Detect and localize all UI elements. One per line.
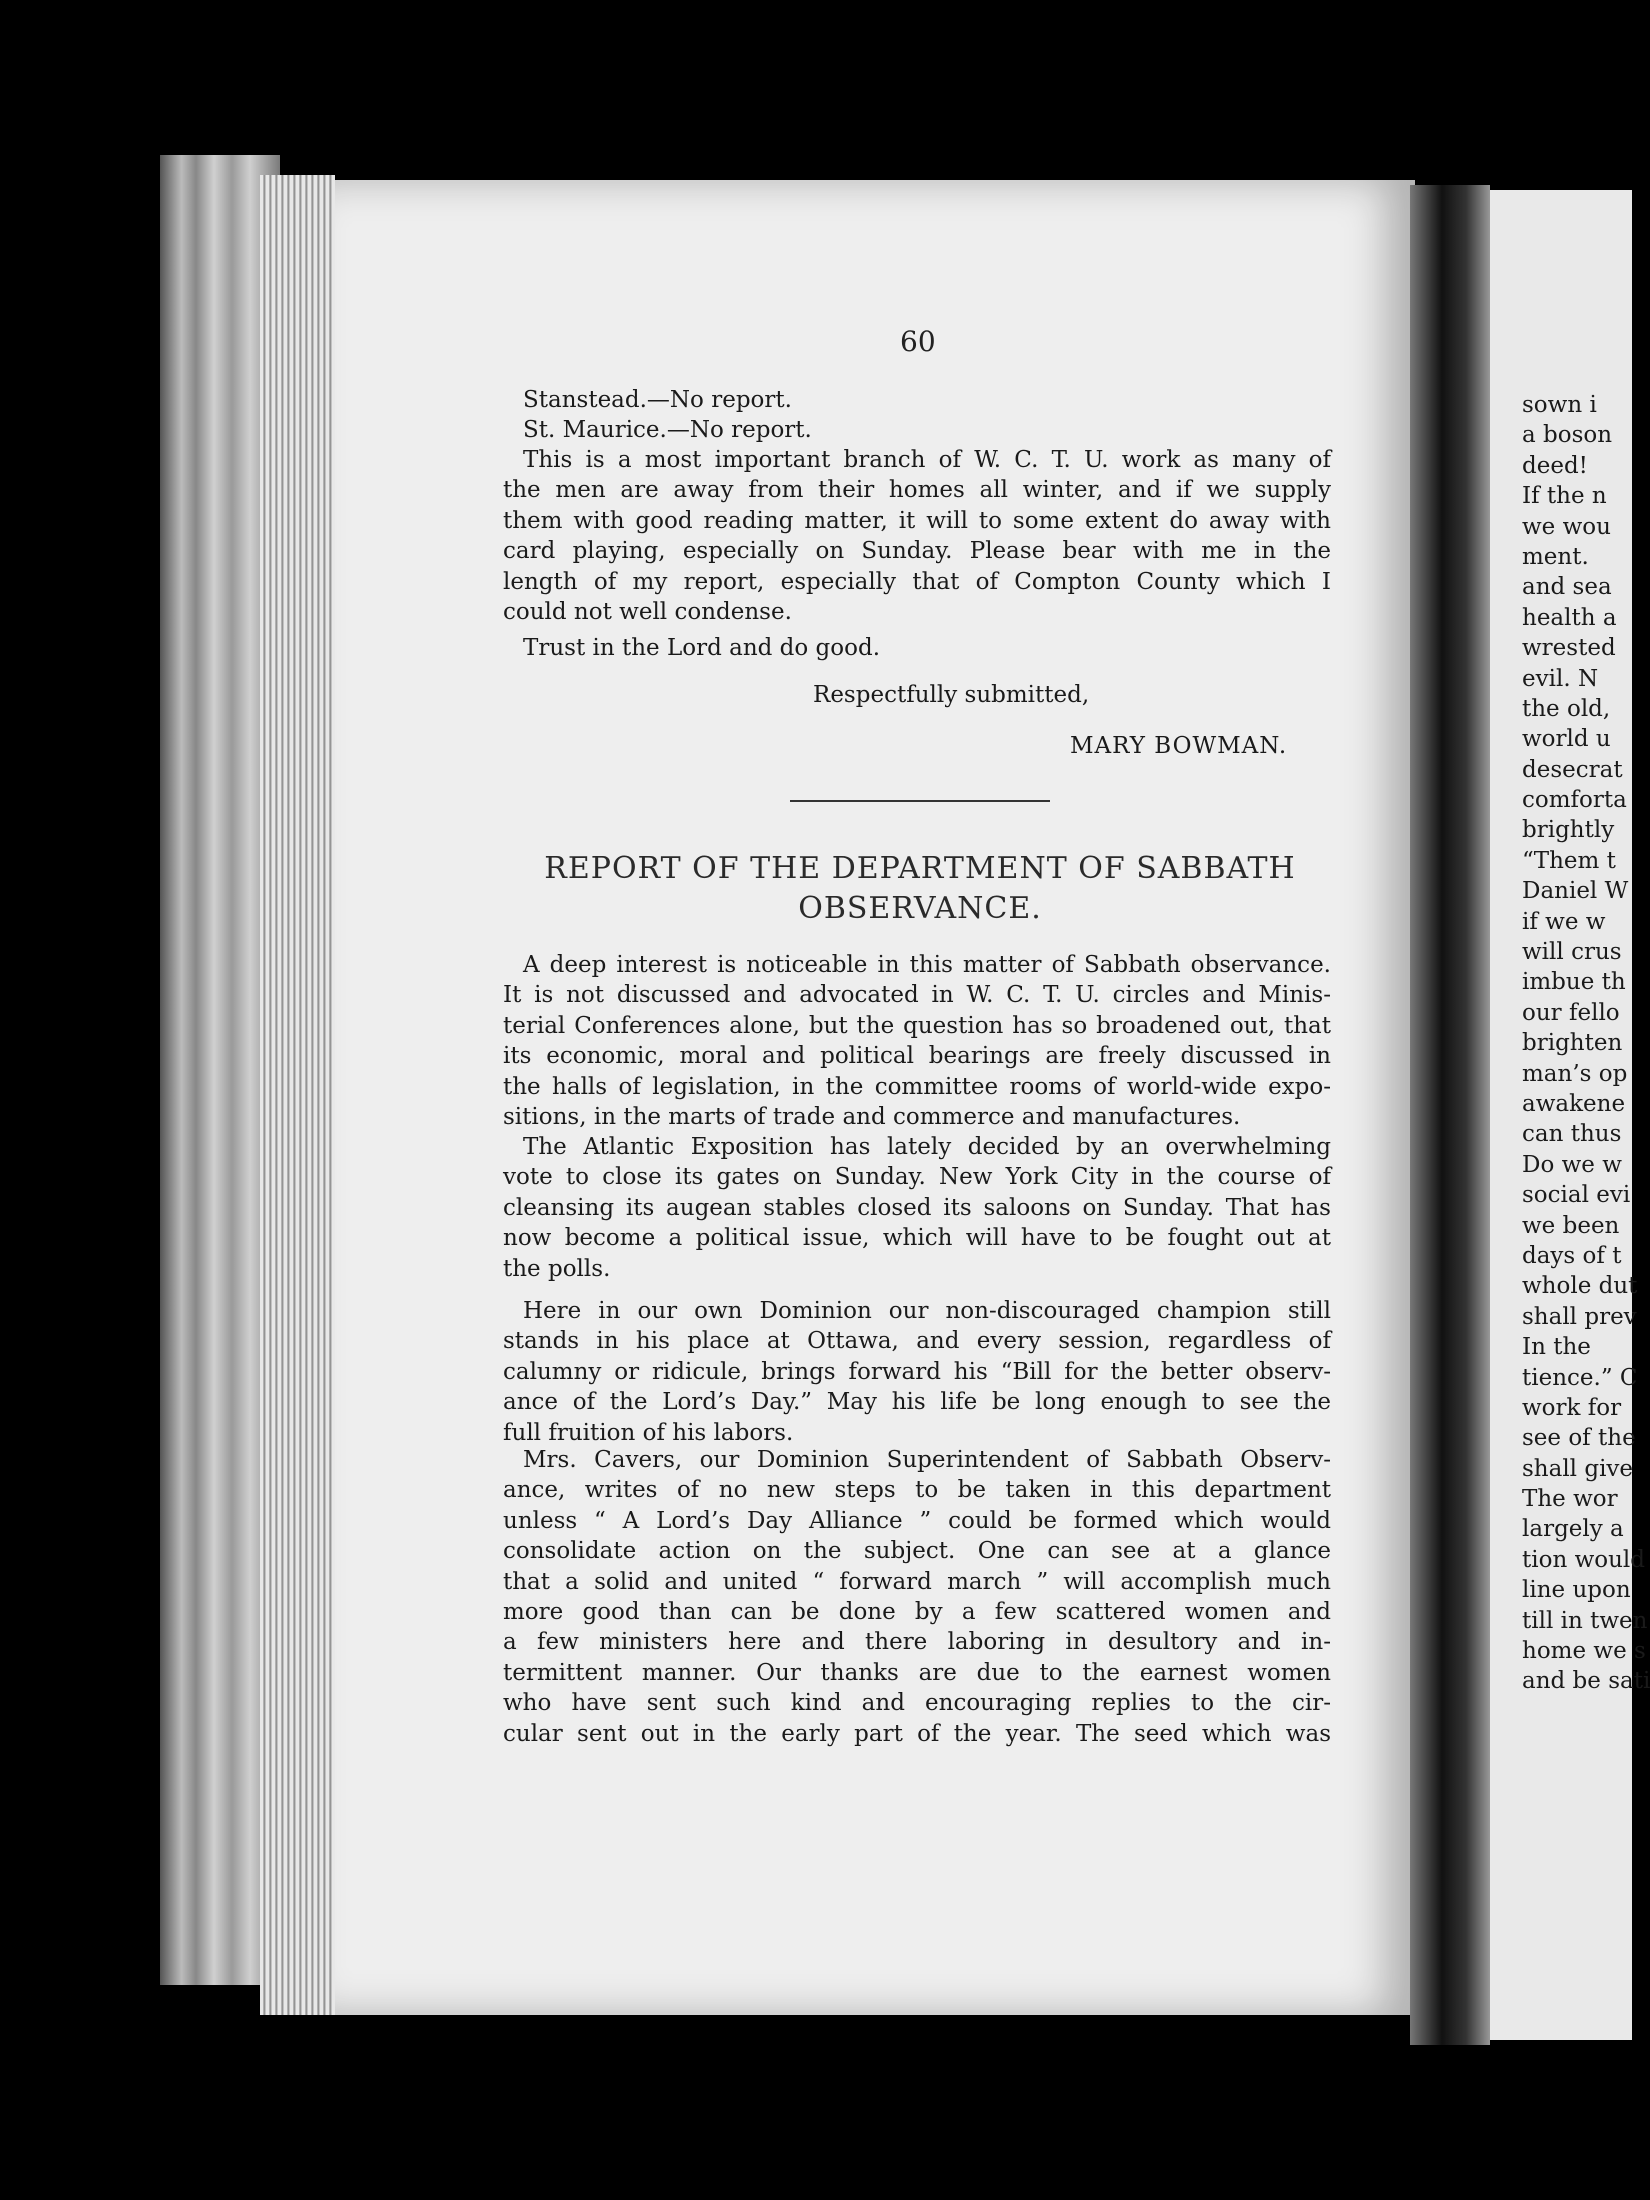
paragraph-line: unless “ A Lord’s Day Alliance ” could be formed which would xyxy=(503,1507,1331,1534)
right-fragment: till in twen xyxy=(1522,1607,1648,1634)
intro-paragraph xyxy=(503,445,1331,627)
report-paragraph-4 xyxy=(503,1445,1331,1749)
report-heading-line2: OBSERVANCE. xyxy=(798,891,1042,926)
paragraph-line: termittent manner. Our thanks are due to the earnest women xyxy=(503,1659,1331,1686)
right-fragment: desecrat xyxy=(1522,756,1623,783)
paragraph-line: cular sent out in the early part of the year. The seed which was xyxy=(503,1720,1331,1747)
right-fragment: can thus xyxy=(1522,1121,1622,1148)
right-fragment: brighten xyxy=(1522,1030,1623,1057)
right-fragment: The wor xyxy=(1522,1486,1618,1513)
right-fragment: tion would xyxy=(1522,1546,1645,1573)
report-line-st-maurice: St. Maurice.—No report. xyxy=(523,417,812,443)
right-fragment: shall prev xyxy=(1522,1303,1637,1330)
report-paragraph-3 xyxy=(503,1296,1331,1448)
paragraph-line: now become a political issue, which will have to be fought out at xyxy=(503,1225,1331,1252)
right-fragment: “Them t xyxy=(1522,847,1616,874)
paragraph-line: its economic, moral and political bearings are freely discussed in xyxy=(503,1043,1331,1070)
paragraph-line: stands in his place at Ottawa, and every session, regardless of xyxy=(503,1328,1331,1355)
book-gutter xyxy=(1410,185,1490,2045)
right-fragment: Do we w xyxy=(1522,1151,1622,1178)
signature: MARY BOWMAN. xyxy=(1070,733,1288,759)
paragraph-line: a few ministers here and there laboring in desultory and in- xyxy=(503,1629,1331,1656)
paragraph-line: The Atlantic Exposition has lately decided by an overwhelming xyxy=(523,1134,1331,1160)
report-paragraph-2 xyxy=(503,1132,1331,1284)
paragraph-line: vote to close its gates on Sunday. New York City in the course of xyxy=(503,1164,1331,1191)
right-fragment: shall give xyxy=(1522,1455,1634,1482)
paragraph-line: consolidate action on the subject. One can see at a glance xyxy=(503,1538,1331,1565)
paragraph-line: ance, writes of no new steps to be taken in this department xyxy=(503,1477,1331,1504)
right-fragment: social evi xyxy=(1522,1182,1631,1209)
right-fragment: comforta xyxy=(1522,787,1627,814)
right-fragment: the old, xyxy=(1522,695,1611,722)
right-fragment: health a xyxy=(1522,604,1617,631)
right-fragment: evil. N xyxy=(1522,665,1599,692)
report-heading-line1: REPORT OF THE DEPARTMENT OF SABBATH xyxy=(544,851,1296,886)
right-fragment: imbue th xyxy=(1522,969,1626,996)
right-fragment: days of t xyxy=(1522,1242,1622,1269)
paragraph-line: could not well condense. xyxy=(503,598,792,625)
right-fragment: wrested xyxy=(1522,635,1616,662)
right-page-text-fragments xyxy=(1522,390,1650,1697)
right-fragment: work for xyxy=(1522,1394,1622,1421)
paragraph-line: them with good reading matter, it will to some extent do away with xyxy=(503,507,1331,534)
report-line-stanstead: Stanstead.—No report. xyxy=(523,387,792,413)
right-fragment: a boson xyxy=(1522,422,1613,449)
paragraph-line: This is a most important branch of W. C. T. U. work as many of xyxy=(523,447,1331,473)
paragraph-line: more good than can be done by a few scattered women and xyxy=(503,1598,1331,1625)
paragraph-line: Here in our own Dominion our non-discouraged champion still xyxy=(523,1298,1331,1324)
right-fragment: man’s op xyxy=(1522,1060,1628,1087)
right-fragment: world u xyxy=(1522,726,1611,753)
right-fragment: brightly xyxy=(1522,817,1615,844)
right-fragment: deed! xyxy=(1522,452,1588,479)
paragraph-line: the polls. xyxy=(503,1255,611,1282)
right-fragment: home we s xyxy=(1522,1638,1646,1665)
paragraph-line: full fruition of his labors. xyxy=(503,1419,794,1446)
paragraph-line: length of my report, especially that of Compton County which I xyxy=(503,568,1331,595)
book-page-edges-inner xyxy=(260,175,335,2015)
right-fragment: our fello xyxy=(1522,999,1620,1026)
paragraph-line: who have sent such kind and encouraging replies to the cir- xyxy=(503,1690,1331,1717)
right-fragment: if we w xyxy=(1522,908,1606,935)
right-fragment: ment. xyxy=(1522,543,1589,570)
right-fragment: sown i xyxy=(1522,392,1597,418)
paragraph-line: calumny or ridicule, brings forward his “Bill for the better observ- xyxy=(503,1358,1331,1385)
right-fragment: whole dut xyxy=(1522,1273,1638,1300)
right-fragment: we been xyxy=(1522,1212,1620,1239)
right-fragment: awakene xyxy=(1522,1090,1626,1117)
right-fragment: tience.” C xyxy=(1522,1364,1638,1391)
right-fragment: see of the xyxy=(1522,1425,1636,1452)
paragraph-line: sitions, in the marts of trade and commerce and manufactures. xyxy=(503,1103,1241,1130)
section-divider xyxy=(790,800,1050,802)
paragraph-line: that a solid and united “ forward march ” will accomplish much xyxy=(503,1568,1331,1595)
right-fragment: will crus xyxy=(1522,939,1622,966)
right-fragment: we wou xyxy=(1522,513,1611,540)
right-fragment: Daniel W xyxy=(1522,878,1629,905)
signoff-line: Respectfully submitted, xyxy=(813,682,1090,708)
report-paragraph-1 xyxy=(503,950,1331,1132)
right-fragment: and sea xyxy=(1522,574,1612,601)
right-fragment: In the xyxy=(1522,1334,1591,1361)
paragraph-line: the halls of legislation, in the committee rooms of world-wide expo- xyxy=(503,1073,1331,1100)
paragraph-line: ance of the Lord’s Day.” May his life be long enough to see the xyxy=(503,1389,1331,1416)
paragraph-line: terial Conferences alone, but the question has so broadened out, that xyxy=(503,1012,1331,1039)
paragraph-line: Mrs. Cavers, our Dominion Superintendent of Sabbath Observ- xyxy=(523,1447,1331,1473)
right-fragment: largely a xyxy=(1522,1516,1624,1543)
paragraph-line: cleansing its augean stables closed its saloons on Sunday. That has xyxy=(503,1194,1331,1221)
page-number: 60 xyxy=(900,325,936,358)
right-fragment: If the n xyxy=(1522,483,1607,510)
right-fragment: line upon xyxy=(1522,1577,1631,1604)
paragraph-line: A deep interest is noticeable in this matter of Sabbath observance. xyxy=(523,952,1331,978)
paragraph-line: card playing, especially on Sunday. Please bear with me in the xyxy=(503,538,1331,565)
right-fragment: and be sati xyxy=(1522,1668,1650,1695)
paragraph-line: the men are away from their homes all winter, and if we supply xyxy=(503,477,1331,504)
closing-line: Trust in the Lord and do good. xyxy=(523,635,881,661)
paragraph-line: It is not discussed and advocated in W. C. T. U. circles and Minis- xyxy=(503,982,1331,1009)
